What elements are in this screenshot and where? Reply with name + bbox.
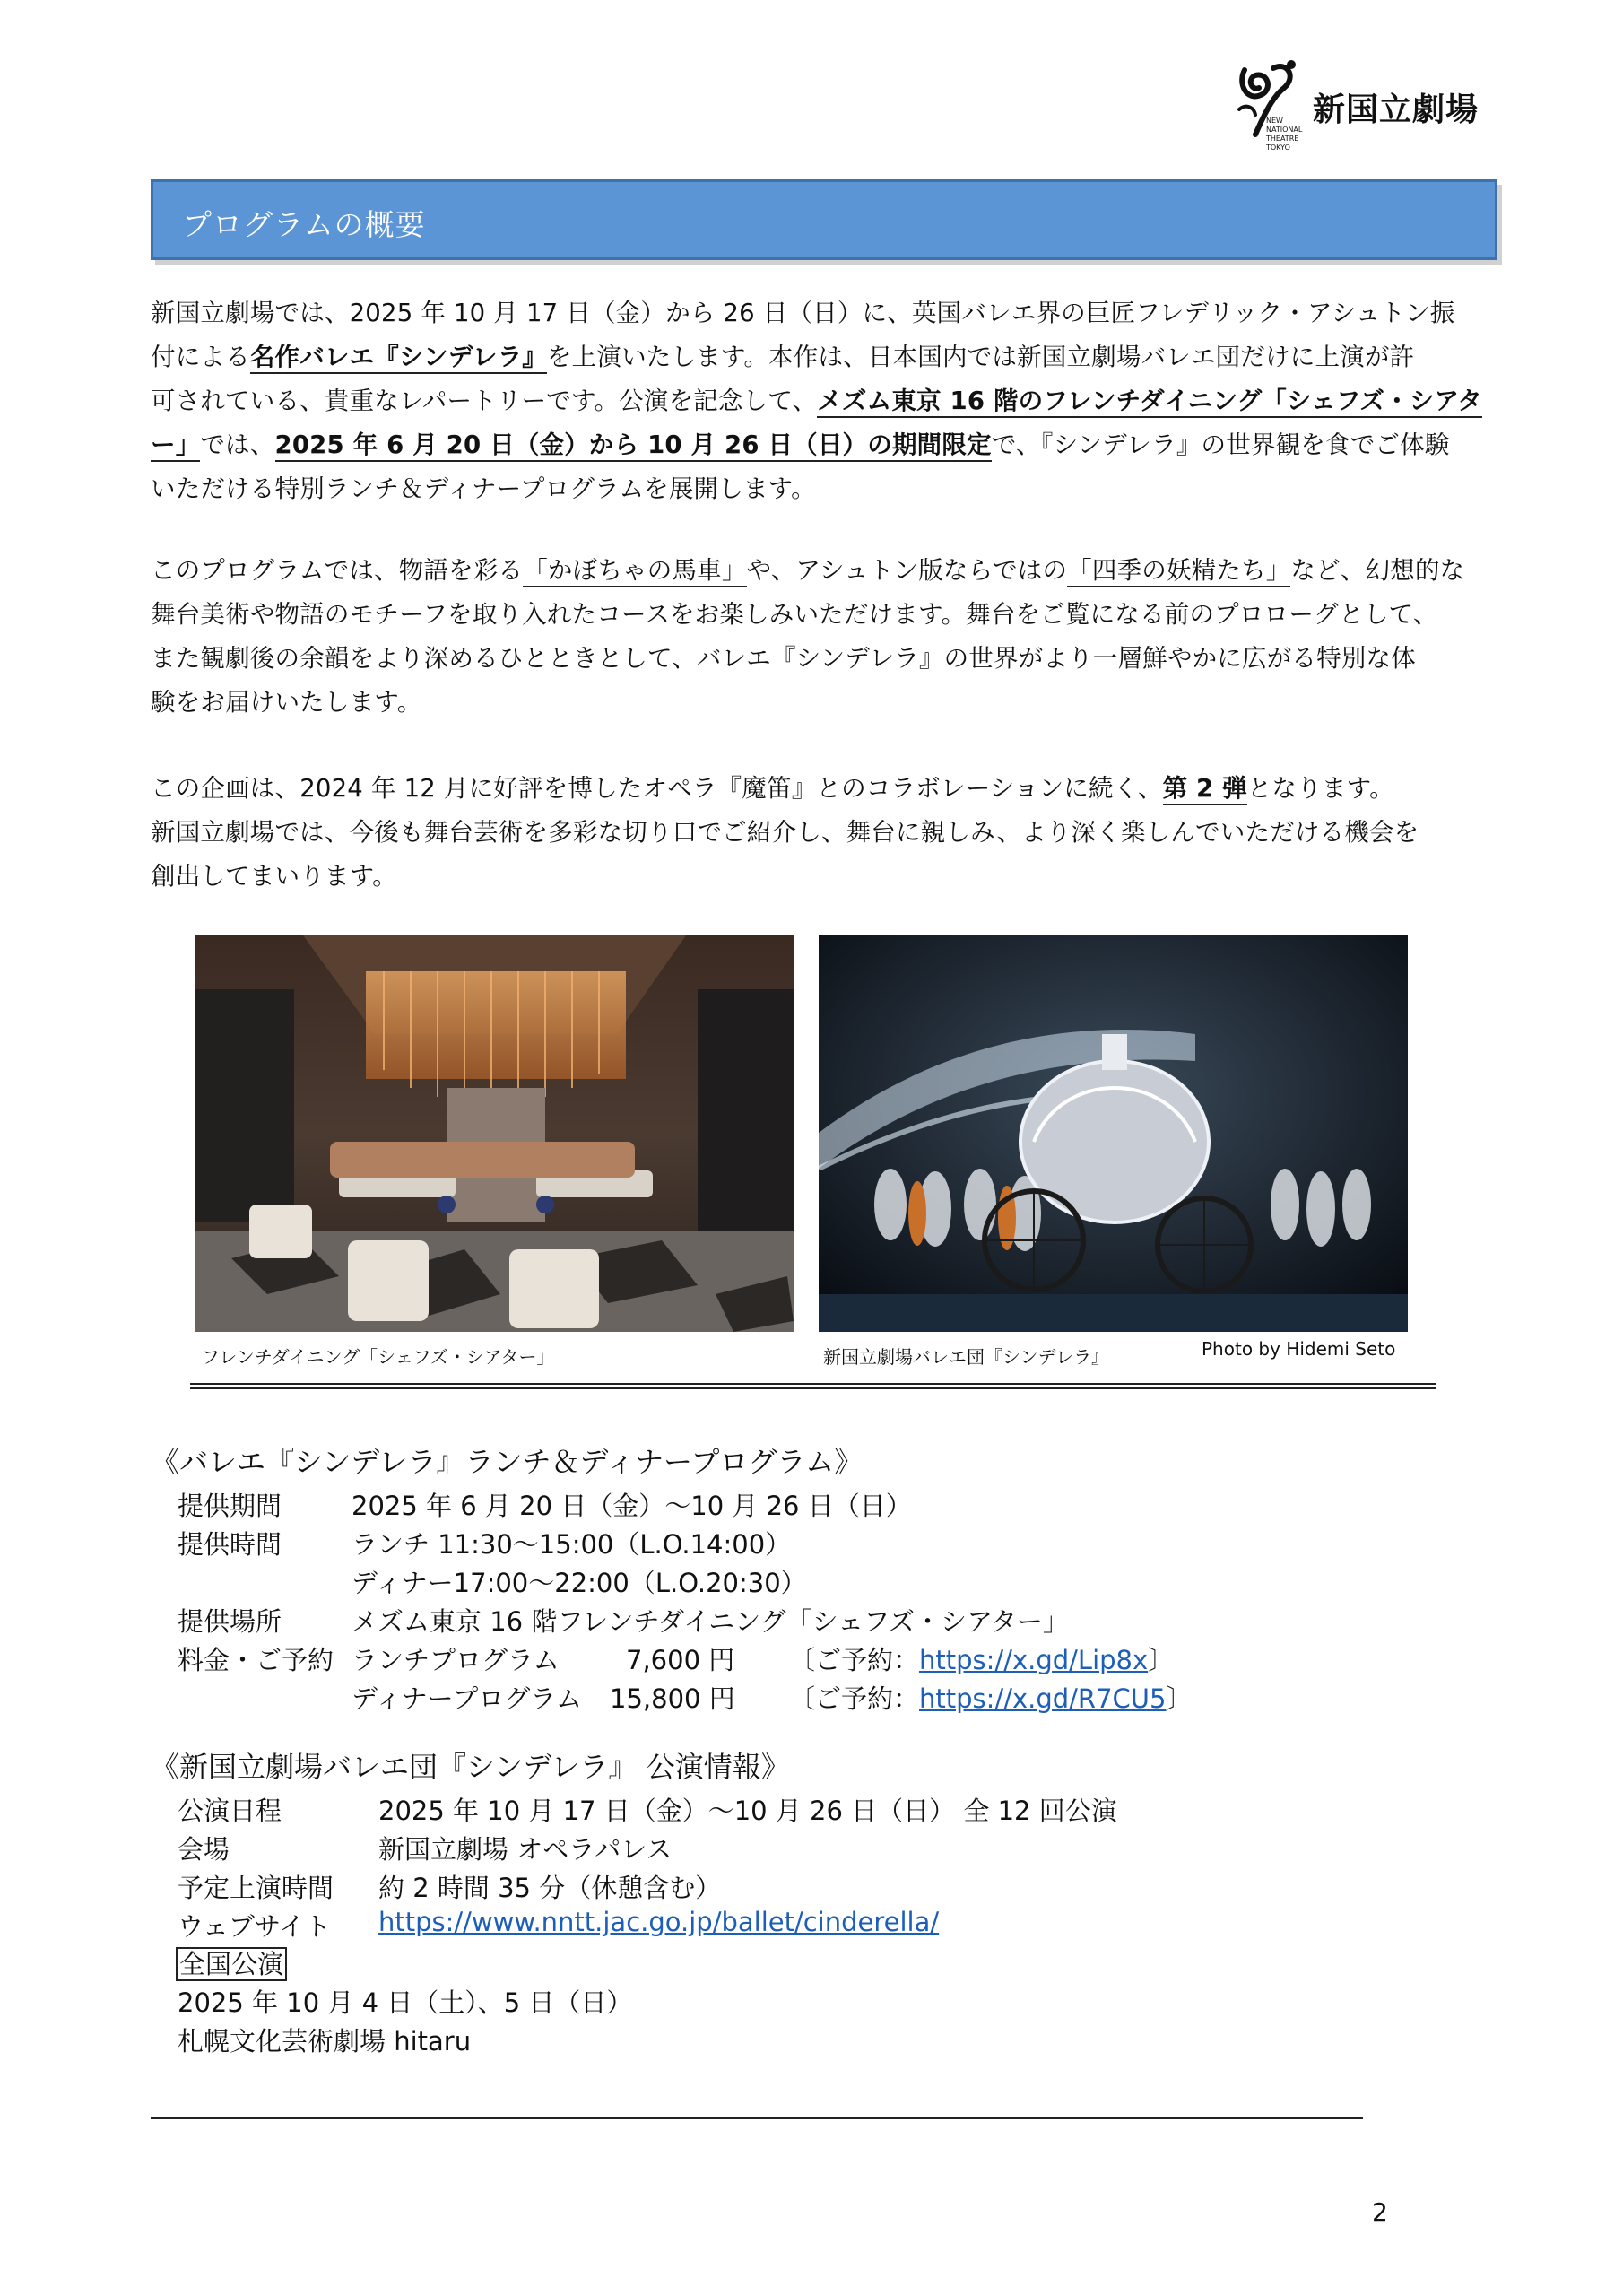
- tour-label: 全国公演: [176, 1944, 287, 1981]
- performance-title: 《新国立劇場バレエ団『シンデレラ』 公演情報》: [151, 1750, 790, 1784]
- section-header: [151, 179, 1497, 260]
- website-label: ウェブサイト: [178, 1911, 331, 1942]
- logo-subtitle: NEW NATIONAL THEATRE TOKYO: [1266, 117, 1303, 152]
- dates-label: 公演日程: [178, 1796, 282, 1826]
- place-value: メズム東京 16 階フレンチダイニング「シェフズ・シアター」: [352, 1606, 1069, 1637]
- ballet-caption: 新国立劇場バレエ団『シンデレラ』: [823, 1346, 1110, 1368]
- theatre-logo: [1228, 52, 1497, 151]
- restaurant-caption: フレンチダイニング「シェフズ・シアター」: [202, 1346, 555, 1368]
- website-link[interactable]: https://www.nntt.jac.go.jp/ballet/cinderella/: [378, 1907, 940, 1937]
- restaurant-photo: [195, 935, 794, 1332]
- period-value: 2025 年 6 月 20 日（金）～10 月 26 日（日）: [352, 1491, 912, 1521]
- program-paragraph: このプログラムでは、物語を彩る「かぼちゃの馬車」や、アシュトン版ならではの「四季の妖精たち」など、幻想的な 舞台美術や物語のモチーフを取り入れたコースをお楽しみいただけます。舞台をご覧になる前のプロローグとして、 また観劇後の余韻をより深めるひとときとして、バレエ『シンデレラ』の世界がより一層鮮やかに広がる特別な体 験をお届けいたします。: [151, 556, 1465, 717]
- lunch-program: ランチプログラム: [352, 1645, 560, 1675]
- dinner-time: ディナー17:00～22:00（L.O.20:30）: [352, 1568, 807, 1598]
- duration-value: 約 2 時間 35 分（休憩含む）: [378, 1873, 722, 1903]
- place-label: 提供場所: [178, 1606, 282, 1637]
- duration-label: 予定上演時間: [178, 1873, 334, 1903]
- venue-value: 新国立劇場 オペラパレス: [378, 1834, 673, 1865]
- divider-bottom: [190, 1387, 1436, 1389]
- fee-label: 料金・ご予約: [178, 1645, 334, 1675]
- tour-dates: 2025 年 10 月 4 日（土）、5 日（日）: [178, 1987, 633, 2018]
- lunch-reserve: 〔ご予約：https://x.gd/Lip8x〕: [789, 1645, 1175, 1675]
- dinner-program: ディナープログラム: [352, 1683, 582, 1714]
- dinner-reserve: 〔ご予約：https://x.gd/R7CU5〕: [789, 1683, 1193, 1714]
- dinner-price: 15,800 円: [610, 1683, 735, 1714]
- divider-top: [190, 1383, 1436, 1385]
- lunch-price: 7,600 円: [626, 1645, 735, 1675]
- program-title: 《バレエ『シンデレラ』ランチ＆ディナープログラム》: [151, 1445, 864, 1479]
- lunch-reserve-link[interactable]: https://x.gd/Lip8x: [919, 1645, 1149, 1675]
- photo-credit: Photo by Hidemi Seto: [1202, 1338, 1396, 1360]
- page-number: 2: [1372, 2197, 1388, 2227]
- dates-value: 2025 年 10 月 17 日（金）～10 月 26 日（日） 全 12 回公演: [378, 1796, 1117, 1826]
- period-label: 提供期間: [178, 1491, 282, 1521]
- logo-name: 新国立劇場: [1313, 91, 1480, 128]
- time-label: 提供時間: [178, 1529, 282, 1560]
- intro-paragraph: 新国立劇場では、2025 年 10 月 17 日（金）から 26 日（日）に、英国バレエ界の巨匠フレデリック・アシュトン振 付による名作バレエ『シンデレラ』を上演いたします。本作は、日本国内では新国立劇場バレエ団だけに上演が許 可されている、貴重なレパートリーです。公演を記念して、メズム東京 16 階のフレンチダイニング「シェフズ・シアタ ー」では、2025 年 6 月 20 日（金）から 10 月 26 日（日）の期間限定で、『シンデレラ』の世界観を食でご体験 いただける特別ランチ＆ディナープログラムを展開します。: [151, 299, 1483, 503]
- tour-venue: 札幌文化芸術劇場 hitaru: [178, 2026, 472, 2057]
- section-title: プログラムの概要: [182, 207, 426, 242]
- collaboration-paragraph: この企画は、2024 年 12 月に好評を博したオペラ『魔笛』とのコラボレーションに続く、第 2 弾となります。 新国立劇場では、今後も舞台芸術を多彩な切り口でご紹介し、舞台に親しみ、より深く楽しんでいただける機会を 創出してまいります。: [151, 774, 1419, 891]
- lunch-time: ランチ 11:30～15:00（L.O.14:00）: [352, 1529, 792, 1560]
- ballet-photo: [819, 935, 1408, 1332]
- dinner-reserve-link[interactable]: https://x.gd/R7CU5: [919, 1683, 1167, 1714]
- venue-label: 会場: [178, 1834, 230, 1865]
- footer-rule: [151, 2117, 1363, 2119]
